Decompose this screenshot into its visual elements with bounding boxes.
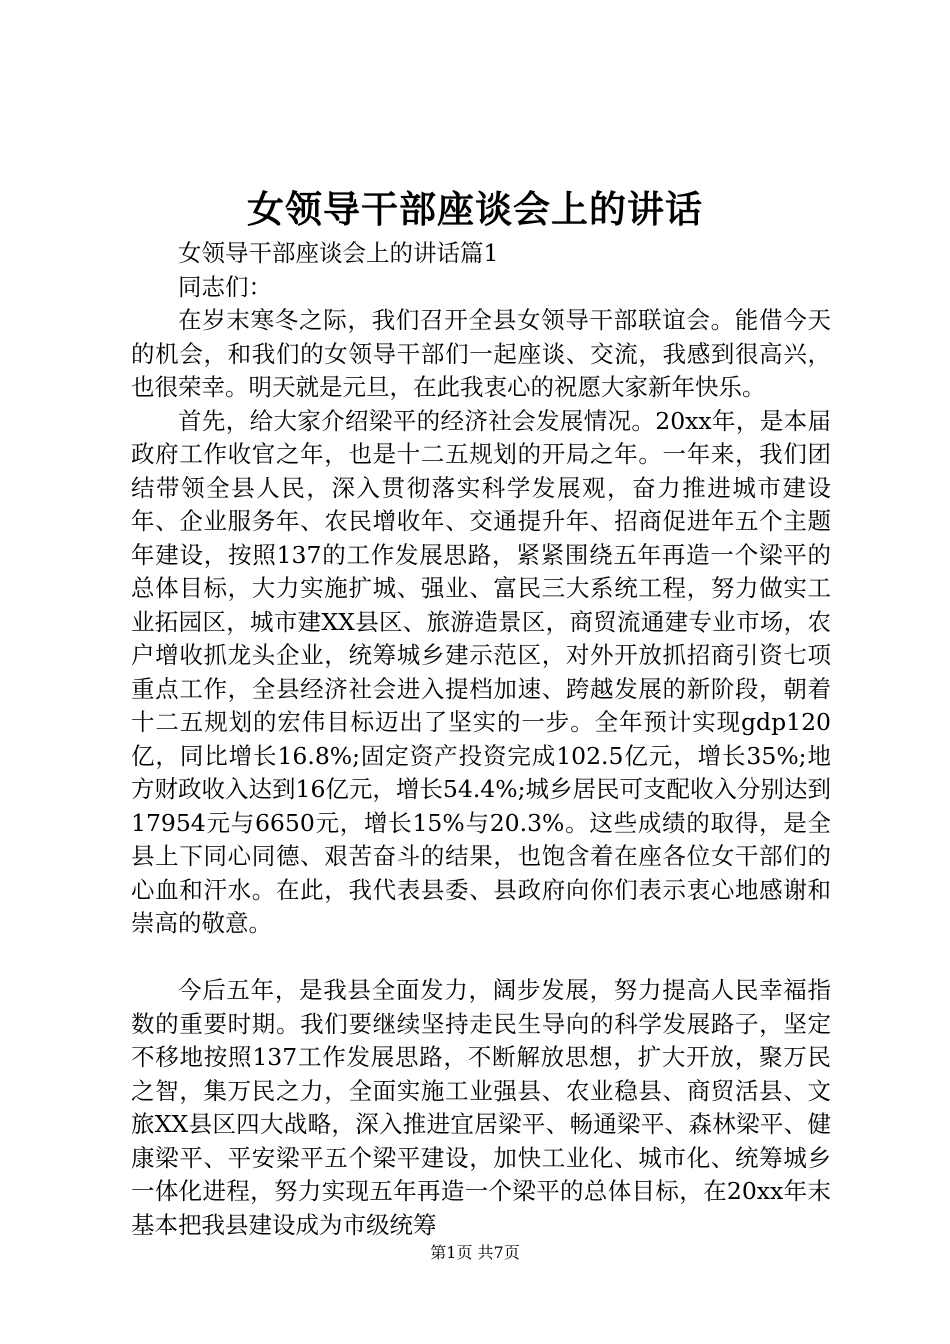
paragraph-2: 首先，给大家介绍梁平的经济社会发展情况。20xx年，是本届政府工作收官之年，也是十二五规划的开局之年。一年来，我们团结带领全县人民，深入贯彻落实科学发展观，奋力推进城市建设年、企业服务年、农民增收年、交通提升年、招商促进年五个主题年建设，按照137的工作发展思路，紧紧围绕五年再造一个梁平的总体目标，大力实施扩城、强业、富民三大系统工程，努力做实工业拓园区，城市建XX县区、旅游造景区，商贸流通建专业市场，农户增收抓龙头企业，统筹城乡建示范区，对外开放抓招商引资七项重点工作，全县经济社会进入提档加速、跨越发展的新阶段，朝着十二五规划的宏伟目标迈出了坚实的一步。全年预计实现gdp120亿，同比增长16.8%;固定资产投资完成102.5亿元，增长35%;地方财政收入达到16亿元，增长54.4%;城乡居民可支配收入分别达到17954元与6650元，增长15%与20.3%。这些成绩的取得，是全县上下同心同德、艰苦奋斗的结果，也饱含着在座各位女干部们的心血和汗水。在此，我代表县委、县政府向你们表示衷心地感谢和崇高的敬意。 [131, 406, 831, 937]
document-body [131, 237, 831, 1242]
page-number-footer: 第1页 共7页 [430, 1243, 520, 1262]
document-title: 女领导干部座谈会上的讲话 [247, 187, 703, 231]
salutation: 同志们： [178, 272, 272, 301]
paragraph-1: 在岁末寒冬之际，我们召开全县女领导干部联谊会。能借今天的机会，和我们的女领导干部们一起座谈、交流，我感到很高兴，也很荣幸。明天就是元旦，在此我衷心的祝愿大家新年快乐。 [131, 306, 831, 401]
paragraph-3: 今后五年，是我县全面发力，阔步发展，努力提高人民幸福指数的重要时期。我们要继续坚持走民生导向的科学发展路子，坚定不移地按照137工作发展思路，不断解放思想，扩大开放，聚万民之智，集万民之力，全面实施工业强县、农业稳县、商贸活县、文旅XX县区四大战略，深入推进宜居梁平、畅通梁平、森林梁平、健康梁平、平安梁平五个梁平建设，加快工业化、城市化、统筹城乡一体化进程，努力实现五年再造一个梁平的总体目标，在20xx年末基本把我县建设成为市级统筹 [131, 976, 831, 1239]
document-subtitle: 女领导干部座谈会上的讲话篇1 [178, 239, 499, 267]
